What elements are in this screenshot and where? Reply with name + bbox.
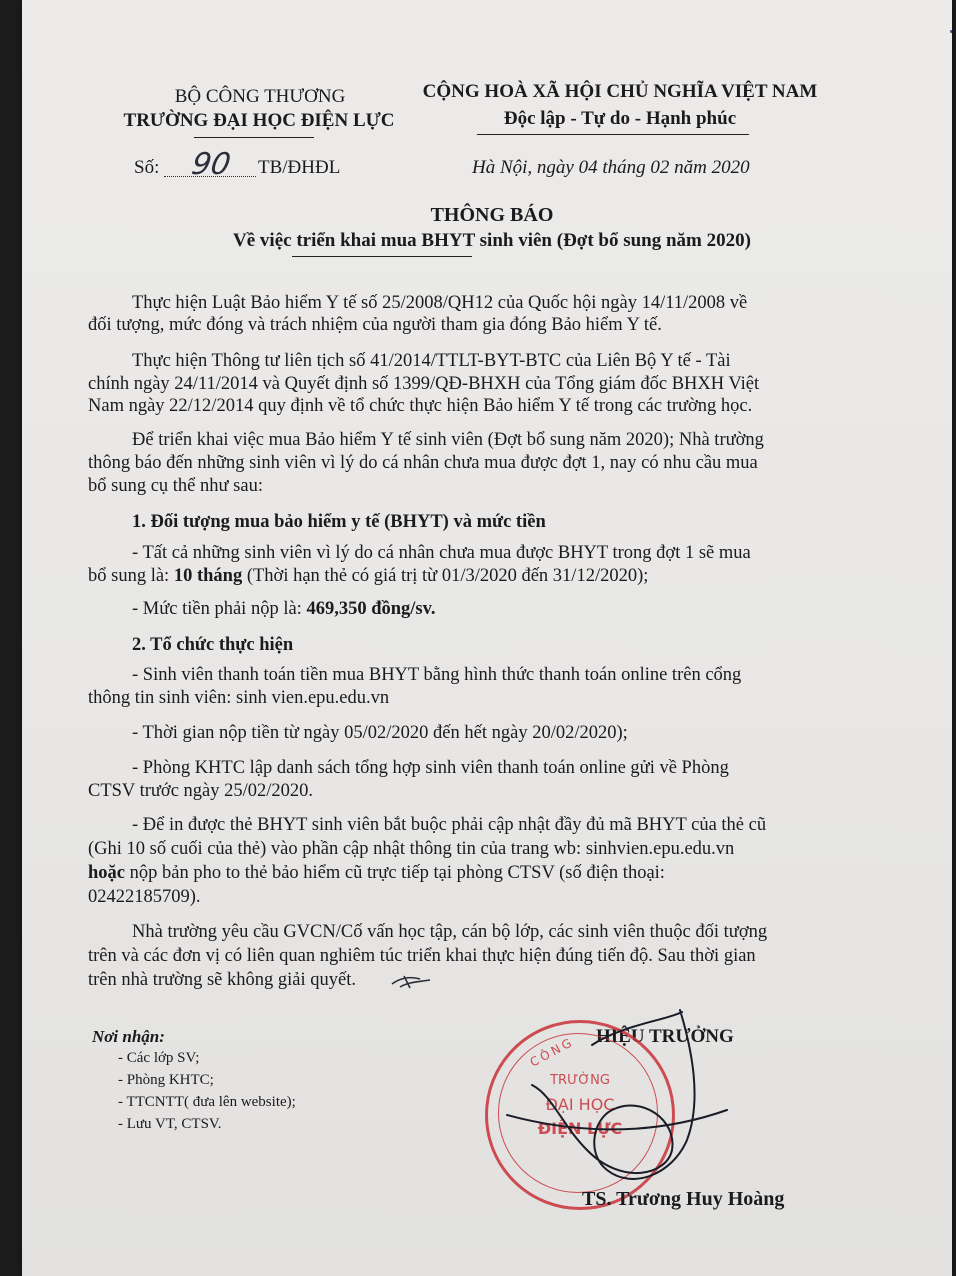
closing-line-3: trên nhà trường sẽ không giải quyết. — [88, 970, 356, 990]
item-a-duration: 10 tháng — [173, 566, 243, 586]
recipient-item: - Lưu VT, CTSV. — [118, 1116, 222, 1132]
stamp-line-3: ĐIỆN LỰC — [537, 1119, 623, 1138]
initial-mark — [390, 970, 434, 992]
stamp-line-1: TRƯỜNG — [550, 1073, 610, 1088]
section-2-item-d-line-2: (Ghi 10 số cuối của thẻ) vào phần cập nhật thông tin của trang wb: sinhvien.epu.edu.vn — [88, 839, 735, 859]
recipient-item: - TTCNTT( đưa lên website); — [118, 1094, 296, 1110]
document-subtitle: Về việc triển khai mua BHYT sinh viên (Đợt bổ sung năm 2020) — [233, 230, 751, 251]
paragraph-1-line-1: Thực hiện Luật Bảo hiểm Y tế số 25/2008/QH12 của Quốc hội ngày 14/11/2008 về — [132, 293, 748, 313]
section-1-item-a-line-1: - Tất cả những sinh viên vì lý do cá nhân chưa mua được BHYT trong đợt 1 sẽ mua — [132, 543, 751, 563]
item-b-prefix: - Mức tiền phải nộp là: — [132, 599, 307, 619]
motto-underline — [477, 134, 749, 135]
signer-title: HIỆU TRƯỞNG — [596, 1026, 734, 1047]
item-d-rest: nộp bản pho to thẻ bảo hiểm cũ trực tiếp tại phòng CTSV (số điện thoại: — [125, 863, 665, 883]
section-2-item-c-line-2: CTSV trước ngày 25/02/2020. — [88, 781, 314, 801]
document-page — [22, 0, 952, 1276]
recipients-heading: Nơi nhận: — [92, 1027, 165, 1046]
stamp-line-2: ĐẠI HỌC — [545, 1095, 615, 1114]
section-1-item-b — [132, 597, 435, 621]
stamp-ring-text: CÔNG — [527, 1034, 577, 1070]
paragraph-3-line-3: bổ sung cụ thể như sau: — [88, 476, 263, 496]
signer-name: TS. Trương Huy Hoàng — [582, 1188, 785, 1210]
document-number-label: Số: — [134, 157, 160, 178]
recipient-item: - Phòng KHTC; — [118, 1072, 214, 1088]
recipient-item: - Các lớp SV; — [118, 1050, 200, 1066]
section-2-item-d-line-4: 02422185709). — [88, 887, 201, 907]
item-a-validity: (Thời hạn thẻ có giá trị từ 01/3/2020 đến 31/12/2020); — [242, 566, 649, 586]
item-d-or: hoặc — [88, 863, 125, 883]
document-number-handwritten: 90 — [188, 147, 234, 182]
document-title: THÔNG BÁO — [430, 204, 554, 226]
subtitle-underline — [292, 256, 472, 257]
paragraph-3-line-2: thông báo đến những sinh viên vì lý do cá nhân chưa mua được đợt 1, nay có nhu cầu mua — [88, 453, 758, 473]
section-2-item-c-line-1: - Phòng KHTC lập danh sách tổng hợp sinh viên thanh toán online gửi về Phòng — [132, 758, 729, 778]
school-underline — [194, 137, 314, 138]
document-number-suffix: TB/ĐHĐL — [258, 157, 341, 178]
school-name: TRƯỜNG ĐẠI HỌC ĐIỆN LỰC — [123, 110, 395, 131]
handwritten-signature — [492, 990, 752, 1210]
paragraph-2-line-1: Thực hiện Thông tư liên tịch số 41/2014/TTLT-BYT-BTC của Liên Bộ Y tế - Tài — [132, 351, 731, 371]
section-2-item-b: - Thời gian nộp tiền từ ngày 05/02/2020 đến hết ngày 20/02/2020); — [132, 723, 628, 743]
section-1-item-a-line-2 — [88, 564, 648, 588]
section-2-item-a-line-2: thông tin sinh viên: sinh vien.epu.edu.vn — [88, 688, 390, 708]
item-a-prefix: bổ sung là: — [88, 566, 174, 586]
national-motto: Độc lập - Tự do - Hạnh phúc — [503, 108, 737, 129]
closing-line-2: trên và các đơn vị có liên quan nghiêm túc triển khai thực hiện đúng tiến độ. Sau thời gian — [88, 946, 756, 966]
section-1-heading: 1. Đối tượng mua bảo hiểm y tế (BHYT) và mức tiền — [132, 512, 546, 532]
section-2-item-d-line-3 — [88, 861, 665, 885]
closing-line-1: Nhà trường yêu cầu GVCN/Cố vấn học tập, cán bộ lớp, các sinh viên thuộc đối tượng — [132, 922, 768, 942]
ink-dot — [950, 30, 952, 33]
item-b-amount: 469,350 đồng/sv. — [306, 599, 436, 619]
paragraph-2-line-2: chính ngày 24/11/2014 và Quyết định số 1399/QĐ-BHXH của Tổng giám đốc BHXH Việt — [88, 374, 760, 394]
paragraph-1-line-2: đối tượng, mức đóng và trách nhiệm của người tham gia đóng Bảo hiểm Y tế. — [88, 315, 662, 335]
section-2-item-a-line-1: - Sinh viên thanh toán tiền mua BHYT bằng hình thức thanh toán online trên cổng — [132, 665, 742, 685]
ministry-name: BỘ CÔNG THƯƠNG — [174, 86, 346, 107]
section-2-heading: 2. Tổ chức thực hiện — [132, 635, 294, 655]
paragraph-3-line-1: Để triển khai việc mua Bảo hiểm Y tế sinh viên (Đợt bổ sung năm 2020); Nhà trường — [132, 430, 764, 450]
country-name: CỘNG HOÀ XÃ HỘI CHỦ NGHĨA VIỆT NAM — [422, 81, 818, 102]
issue-date: Hà Nội, ngày 04 tháng 02 năm 2020 — [472, 157, 750, 178]
section-2-item-d-line-1: - Để in được thẻ BHYT sinh viên bắt buộc phải cập nhật đầy đủ mã BHYT của thẻ cũ — [132, 815, 767, 835]
paragraph-2-line-3: Nam ngày 22/12/2014 quy định về tổ chức thực hiện Bảo hiểm Y tế trong các trường học. — [88, 396, 753, 416]
